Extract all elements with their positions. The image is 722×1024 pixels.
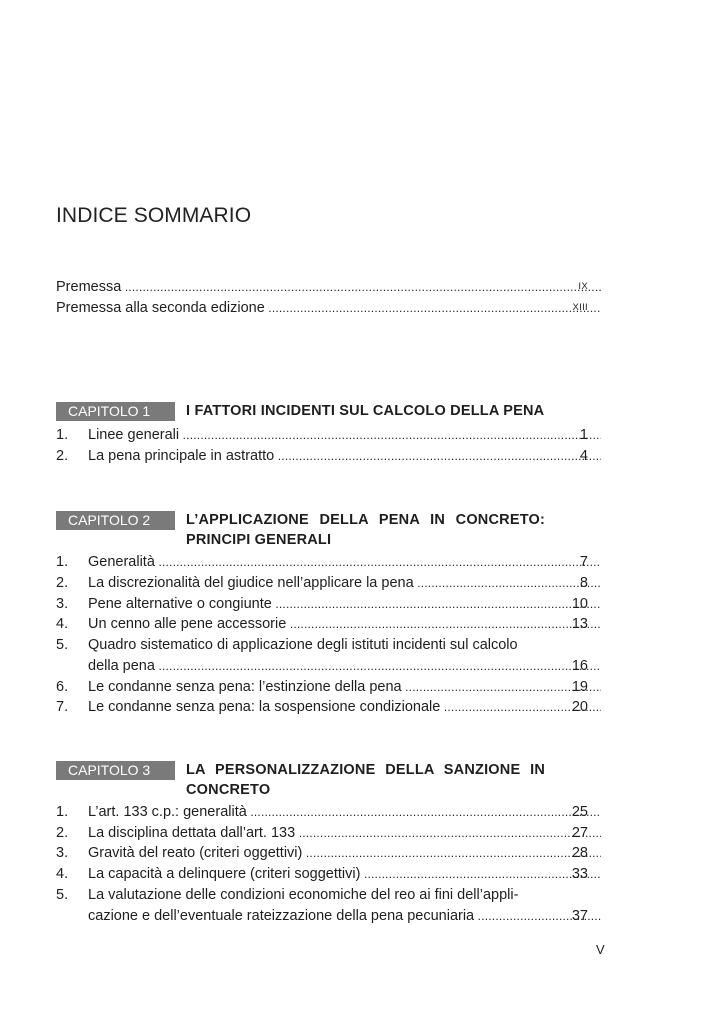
toc-entry-number: 4. [56, 866, 69, 882]
chapter-3-badge: CAPITOLO 3 [56, 761, 175, 780]
toc-entry-page: 27 [571, 825, 588, 841]
toc-entry-page: 10 [571, 596, 588, 612]
toc-entry-label: Linee generali ..... [88, 425, 601, 445]
toc-entry-page: 25 [571, 804, 588, 820]
toc-entry[interactable] [56, 885, 588, 905]
toc-entry-page: 13 [571, 616, 588, 632]
toc-entry-label: Un cenno alle pene accessorie ..... [88, 614, 601, 634]
toc-entry-label: La pena principale in astratto ..... [88, 446, 601, 466]
toc-entry-number: 1. [56, 427, 69, 443]
toc-entry[interactable] [56, 864, 588, 884]
toc-entry-label: La valutazione delle condizioni economiche del reo ai fini dell’appli- [88, 887, 519, 903]
toc-entry-label: Le condanne senza pena: la sospensione condizionale ..... [88, 697, 601, 717]
toc-entry[interactable] [56, 843, 588, 863]
toc-entry[interactable] [56, 823, 588, 843]
toc-entry-page: 4 [579, 448, 588, 464]
toc-entry-label: Premessa alla seconda edizione ..... [56, 298, 601, 318]
toc-entry-number: 2. [56, 825, 69, 841]
toc-entry-page: 19 [571, 679, 588, 695]
chapter-2-badge: CAPITOLO 2 [56, 511, 175, 530]
toc-entry-label: Le condanne senza pena: l’estinzione della pena ..... [88, 677, 601, 697]
toc-entry-label: La disciplina dettata dall’art. 133 ..... [88, 823, 601, 843]
chapter-1-badge: CAPITOLO 1 [56, 402, 175, 421]
toc-entry-label: Gravità del reato (criteri oggettivi) ..... [88, 843, 601, 863]
toc-entry-page: 8 [579, 575, 588, 591]
toc-entry[interactable] [56, 697, 588, 717]
toc-entry-number: 4. [56, 616, 69, 632]
toc-entry[interactable] [56, 594, 588, 614]
toc-entry-page: XIII [572, 302, 588, 313]
toc-entry-label: Pene alternative o congiunte ..... [88, 594, 601, 614]
toc-entry-label: La discrezionalità del giudice nell’applicare la pena ..... [88, 573, 601, 593]
toc-entry-number: 6. [56, 679, 69, 695]
toc-entry-label: L’art. 133 c.p.: generalità ..... [88, 802, 601, 822]
toc-entry-label: Premessa ..... [56, 277, 601, 297]
toc-entry-page: IX [578, 281, 588, 292]
toc-entry-label: Generalità ..... [88, 552, 601, 572]
toc-entry-page: 16 [571, 658, 588, 674]
toc-entry-number: 5. [56, 887, 69, 903]
toc-entry[interactable] [56, 446, 588, 466]
toc-entry-continuation[interactable] [56, 906, 588, 926]
toc-entry-page: 33 [571, 866, 588, 882]
toc-entry[interactable] [56, 573, 588, 593]
chapter-1-title: I FATTORI INCIDENTI SUL CALCOLO DELLA PENA [186, 403, 545, 419]
toc-entry-page: 1 [579, 427, 588, 443]
toc-entry[interactable] [56, 635, 588, 655]
toc-entry[interactable] [56, 677, 588, 697]
toc-entry-premessa[interactable] [56, 277, 588, 297]
toc-entry-page: 37 [571, 908, 588, 924]
toc-entry[interactable] [56, 614, 588, 634]
toc-entry-number: 1. [56, 804, 69, 820]
toc-entry-number: 5. [56, 637, 69, 653]
toc-entry-page: 20 [571, 699, 588, 715]
toc-entry-label: cazione e dell’eventuale rateizzazione della pena pecuniaria ..... [88, 906, 601, 926]
page-number: V [596, 942, 605, 957]
toc-entry-number: 2. [56, 448, 69, 464]
chapter-3-title: LA PERSONALIZZAZIONE DELLA SANZIONE IN CONCRETO [186, 762, 545, 798]
toc-entry-continuation[interactable] [56, 656, 588, 676]
toc-entry-page: 28 [571, 845, 588, 861]
toc-entry-number: 3. [56, 596, 69, 612]
toc-entry-premessa-seconda-edizione[interactable] [56, 298, 588, 318]
toc-entry[interactable] [56, 802, 588, 822]
toc-entry-page: 7 [579, 554, 588, 570]
toc-entry-label: della pena ..... [88, 656, 601, 676]
toc-entry-number: 1. [56, 554, 69, 570]
toc-entry-label: La capacità a delinquere (criteri soggettivi) ..... [88, 864, 601, 884]
toc-entry-number: 3. [56, 845, 69, 861]
toc-entry-number: 2. [56, 575, 69, 591]
chapter-2-title: L’APPLICAZIONE DELLA PENA IN CONCRETO: PRINCIPI GENERALI [186, 512, 545, 548]
page-title: INDICE SOMMARIO [56, 204, 252, 227]
toc-entry[interactable] [56, 425, 588, 445]
toc-entry[interactable] [56, 552, 588, 572]
toc-entry-number: 7. [56, 699, 69, 715]
toc-entry-label: Quadro sistematico di applicazione degli istituti incidenti sul calcolo [88, 637, 518, 653]
